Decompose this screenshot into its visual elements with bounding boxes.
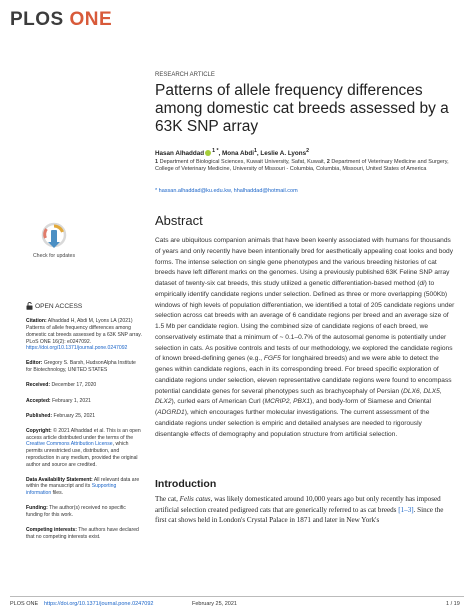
open-lock-icon (26, 302, 33, 310)
affiliations: 1 Department of Biological Sciences, Kuwait University, Safat, Kuwait, 2 Department of Veterinary Medicine and Surgery, College of Veterinary Medicine, University of Missouri - Columbia, Columbia, Missouri, United States of America (155, 159, 449, 173)
supporting-information-link[interactable]: Supporting information (26, 483, 117, 497)
author-name[interactable]: , Leslie A. Lyons (256, 150, 307, 158)
correspondence-email[interactable]: * hassan.alhaddad@ku.edu.kw, hhalhaddad@hotmail.com (155, 188, 298, 194)
citation-doi-link[interactable]: https://doi.org/10.1371/journal.pone.0247092 (26, 345, 128, 352)
accepted-date: Accepted: February 1, 2021 (26, 397, 91, 404)
footer-divider (10, 596, 464, 597)
introduction-heading: Introduction (155, 478, 217, 490)
citation: Citation: Alhaddad H, Abdi M, Lyons LA (2021) Patterns of allele frequency differences among domestic cat breeds assessed by a 63K SNP array. PLoS ONE 16(2): e0247092. https://doi.org/10.1371/journal.pone.0247092 (26, 318, 142, 352)
footer-page-number: 1 / 19 (446, 601, 460, 607)
competing-interests: Competing interests: The authors have declared that no competing interests exist. (26, 527, 139, 540)
author-name[interactable]: Hasan Alhaddad (155, 150, 205, 158)
article-type: RESEARCH ARTICLE (155, 72, 215, 78)
footer-doi-link[interactable]: https://doi.org/10.1371/journal.pone.0247092 (44, 601, 154, 607)
data-availability: Data Availability Statement: All relevant data are within the manuscript and its Supporting information files. (26, 476, 140, 497)
editor: Editor: Gregory S. Barsh, HudsonAlpha Institute for Biotechnology, UNITED STATES (26, 360, 136, 374)
footer-date: February 25, 2021 (192, 601, 237, 607)
open-access-badge[interactable]: OPEN ACCESS (26, 302, 142, 310)
funding: Funding: The author(s) received no specific funding for this work. (26, 505, 126, 519)
article-title: Patterns of allele frequency differences among domestic cat breeds assessed by a 63K SNP array (155, 82, 449, 135)
published-date: Published: February 25, 2021 (26, 412, 96, 419)
author-list: Hasan Alhaddad $^{1 *}$, Mona Abdi$^1$, Leslie A. Lyons$^2$ (155, 148, 310, 158)
footer-journal: PLOS ONE (10, 601, 39, 607)
license-link[interactable]: Creative Commons Attribution License (26, 441, 113, 448)
orcid-icon[interactable] (205, 150, 211, 156)
article-sidebar (26, 302, 142, 549)
author-name[interactable]: , Mona Abdi (218, 150, 254, 158)
abstract-text: Cats are ubiquitous companion animals that have been keenly associated with humans for thousands of years and only recently have been intentionally bred for aesthetically appealing coat looks and body forms. The intense selection on single gene phenotypes and the various breeding histories of cat breeds have left different marks on the genomes. Using a previously published 63K Feline SNP array dataset of twenty-six cat breeds, this study utilized a genetic differentiation-based method (di) to empirically identify candidate regions under selection. Defined as three or more overlapping (500Kb) windows of high levels of population differentiation, we identified a total of 205 candidate regions under selection across cat breeds with an average of 6 candidate regions per breed and an average size of 1.5 Mb per candidate region. Using the combined size of candidate regions of each breed, we conservatively estimate that a minimum of ~ 0.1–0.7% of the autosomal genome is potentially under selection in cats. As positive controls and tests of our methodology, we explored the candidate regions of known breed-defining genes (e.g., FGF5 for longhaired breeds) and we were able to detect the genes within candidate regions, each in its corresponding breed. For breed specific exploration of candidate regions under selection, eleven representative candidate regions were found to encompass potential candidate genes for several phenotypes such as brachycephaly of Persian (DLX6, DLX5, DLX2), curled ears of American Curl (MCRIP2, PBX1), and body-form of Siamese and Oriental (ADGRD1), which encourages further molecular investigations. The current assessment of the candidate regions under selection is empiric and detailed analyses are needed to rigorously disentangle effects of demography and population structure from artificial selection. (155, 237, 455, 438)
introduction-text: The cat, Felis catus, was likely domesticated around 10,000 years ago but only recently has imposed artificial selection created pedigreed cats that are generically referred to as cat breeds [1–3]. Since the first cat shows held in London's Crystal Palace in 1871 and later in New York's (155, 495, 444, 525)
check-for-updates-icon[interactable] (34, 222, 74, 270)
abstract-heading: Abstract (155, 213, 203, 228)
reference-link[interactable]: [1–3] (398, 505, 414, 514)
check-for-updates-label[interactable]: Check for updates (32, 253, 76, 259)
copyright: Copyright: © 2021 Alhaddad et al. This is an open access article distributed under the terms of the Creative Commons Attribution License, which permits unrestricted use, distribution, and reproduction in any medium, provided the original author and source are credited. (26, 427, 141, 468)
journal-logo: PLOS ONE (10, 9, 113, 30)
received-date: Received: December 17, 2020 (26, 382, 97, 389)
